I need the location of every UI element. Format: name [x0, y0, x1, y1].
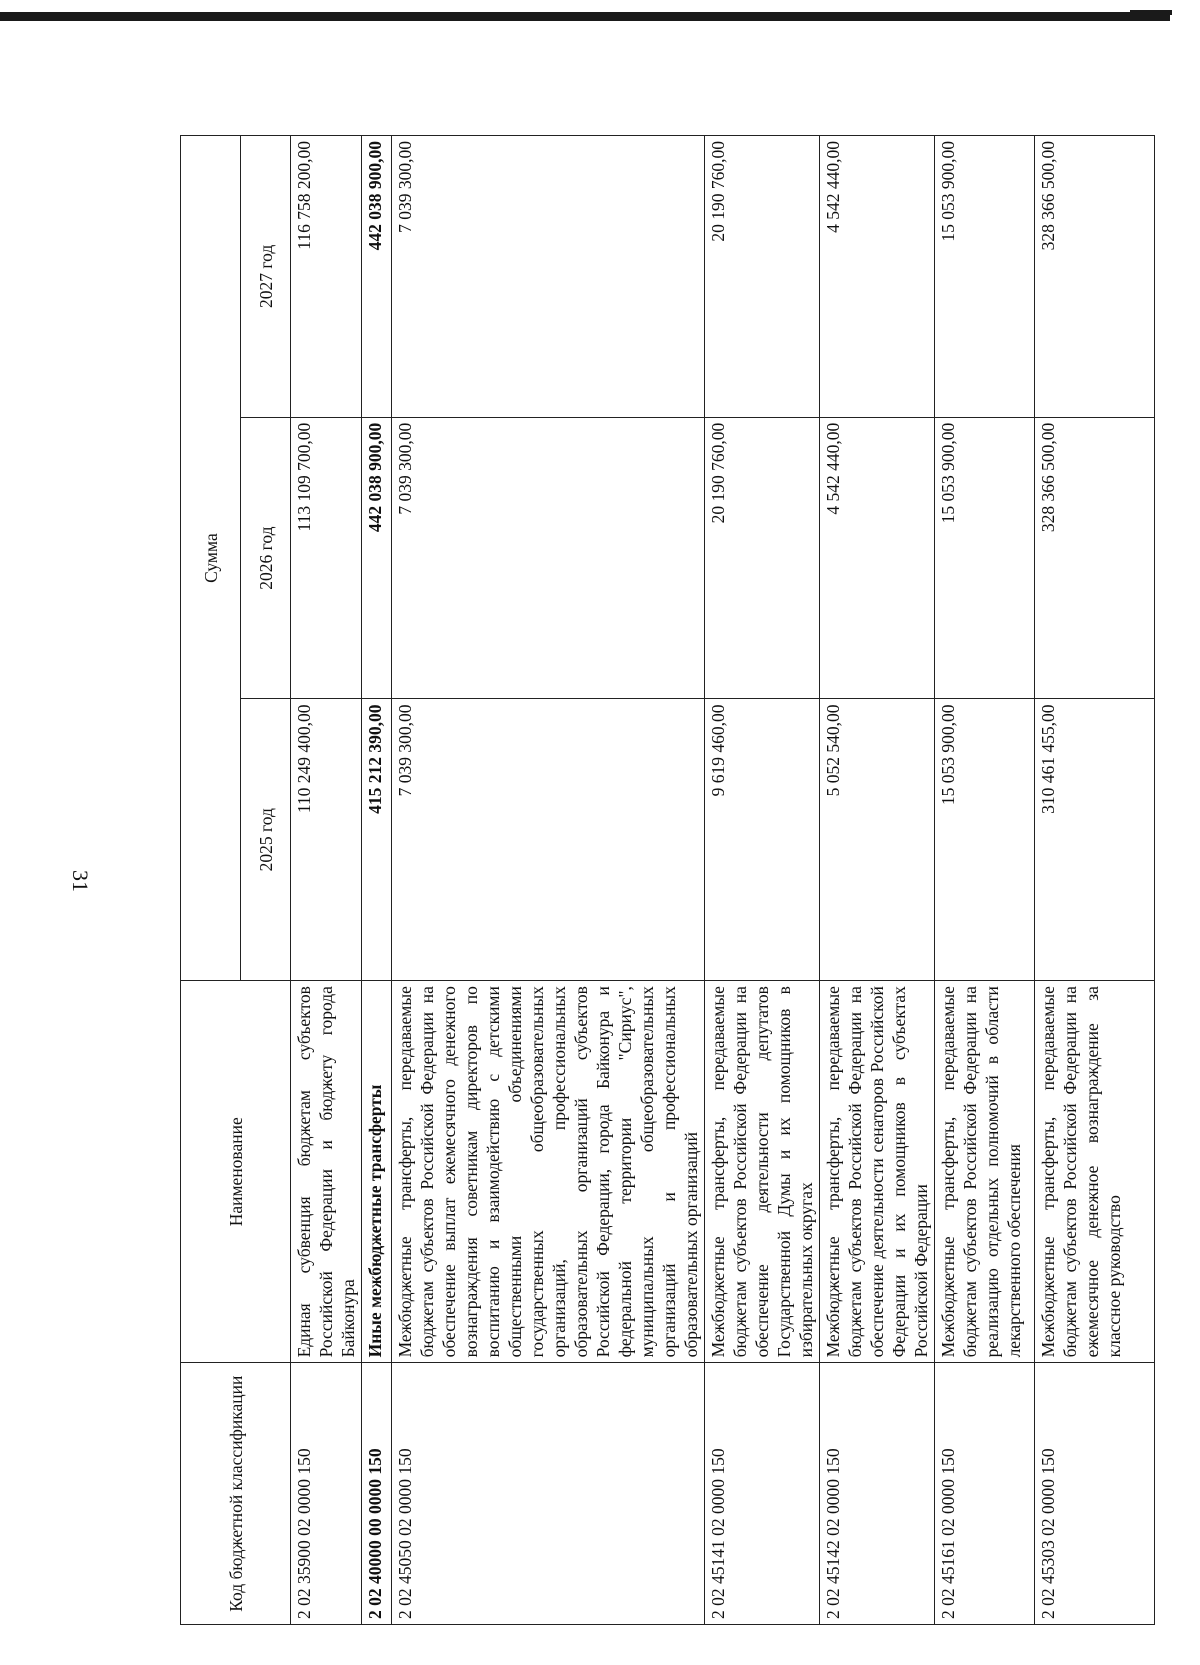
table-body [291, 136, 1155, 1625]
row-sum-2027: 116 758 200,00 [291, 136, 362, 418]
row-code: 2 02 40000 00 0000 150 [362, 1363, 392, 1625]
rotated-table-container [180, 135, 1124, 1625]
row-sum-2026: 113 109 700,00 [291, 417, 362, 699]
scan-top-border-tick [1130, 10, 1172, 15]
table-row [392, 136, 705, 1625]
header-year-2026: 2026 год [241, 417, 291, 699]
row-sum-2026: 4 542 440,00 [820, 417, 935, 699]
header-name: Наименование [181, 981, 291, 1363]
row-name: Межбюджетные трансферты, передаваемые бюджетам субъектов Российской Федерации на ежемесячное денежное вознаграждение за классное руководство [1035, 981, 1155, 1363]
header-sum: Сумма [181, 136, 241, 981]
row-code: 2 02 45161 02 0000 150 [935, 1363, 1035, 1625]
budget-table [180, 135, 1155, 1625]
row-sum-2027: 4 542 440,00 [820, 136, 935, 418]
table-row [1035, 136, 1155, 1625]
row-sum-2027: 7 039 300,00 [392, 136, 705, 418]
row-name: Единая субвенция бюджетам субъектов Российской Федерации и бюджету города Байконура [291, 981, 362, 1363]
scan-top-border [0, 12, 1170, 21]
table-row [291, 136, 362, 1625]
row-sum-2025: 7 039 300,00 [392, 699, 705, 981]
row-sum-2026: 7 039 300,00 [392, 417, 705, 699]
row-sum-2027: 20 190 760,00 [705, 136, 820, 418]
row-code: 2 02 45141 02 0000 150 [705, 1363, 820, 1625]
row-name: Иные межбюджетные трансферты [362, 981, 392, 1363]
row-name: Межбюджетные трансферты, передаваемые бюджетам субъектов Российской Федерации на обеспечение деятельности сенаторов Российской Федерации и их помощников в субъектах Российской Федерации [820, 981, 935, 1363]
row-sum-2025: 110 249 400,00 [291, 699, 362, 981]
row-sum-2025: 415 212 390,00 [362, 699, 392, 981]
row-name: Межбюджетные трансферты, передаваемые бюджетам субъектов Российской Федерации на реализацию отдельных полномочий в области лекарственного обеспечения [935, 981, 1035, 1363]
row-code: 2 02 45142 02 0000 150 [820, 1363, 935, 1625]
header-year-2027: 2027 год [241, 136, 291, 418]
row-code: 2 02 35900 02 0000 150 [291, 1363, 362, 1625]
row-sum-2025: 9 619 460,00 [705, 699, 820, 981]
row-sum-2027: 442 038 900,00 [362, 136, 392, 418]
row-name: Межбюджетные трансферты, передаваемые бюджетам субъектов Российской Федерации на обеспечение деятельности депутатов Государственной Думы и их помощников в избирательных округах [705, 981, 820, 1363]
header-year-2025: 2025 год [241, 699, 291, 981]
row-code: 2 02 45050 02 0000 150 [392, 1363, 705, 1625]
row-sum-2026: 15 053 900,00 [935, 417, 1035, 699]
table-row [362, 136, 392, 1625]
table-row [705, 136, 820, 1625]
row-sum-2026: 20 190 760,00 [705, 417, 820, 699]
row-code: 2 02 45303 02 0000 150 [1035, 1363, 1155, 1625]
row-name: Межбюджетные трансферты, передаваемые бюджетам субъектов Российской Федерации на обеспечение выплат ежемесячного денежного вознаграждения советникам директоров по воспитанию и взаимодействию с детскими общественными объединениями государственных общеобразовательных организаций, профессиональных образовательных организаций субъектов Российской Федерации, города Байконура и федеральной территории "Сириус", муниципальных общеобразовательных организаций и профессиональных образовательных организаций [392, 981, 705, 1363]
row-sum-2026: 442 038 900,00 [362, 417, 392, 699]
page-number: 31 [68, 870, 93, 892]
row-sum-2025: 15 053 900,00 [935, 699, 1035, 981]
row-sum-2025: 5 052 540,00 [820, 699, 935, 981]
row-sum-2025: 310 461 455,00 [1035, 699, 1155, 981]
header-code: Код бюджетной классификации [181, 1363, 291, 1625]
row-sum-2027: 328 366 500,00 [1035, 136, 1155, 418]
row-sum-2026: 328 366 500,00 [1035, 417, 1155, 699]
table-row [820, 136, 935, 1625]
row-sum-2027: 15 053 900,00 [935, 136, 1035, 418]
table-row [935, 136, 1035, 1625]
